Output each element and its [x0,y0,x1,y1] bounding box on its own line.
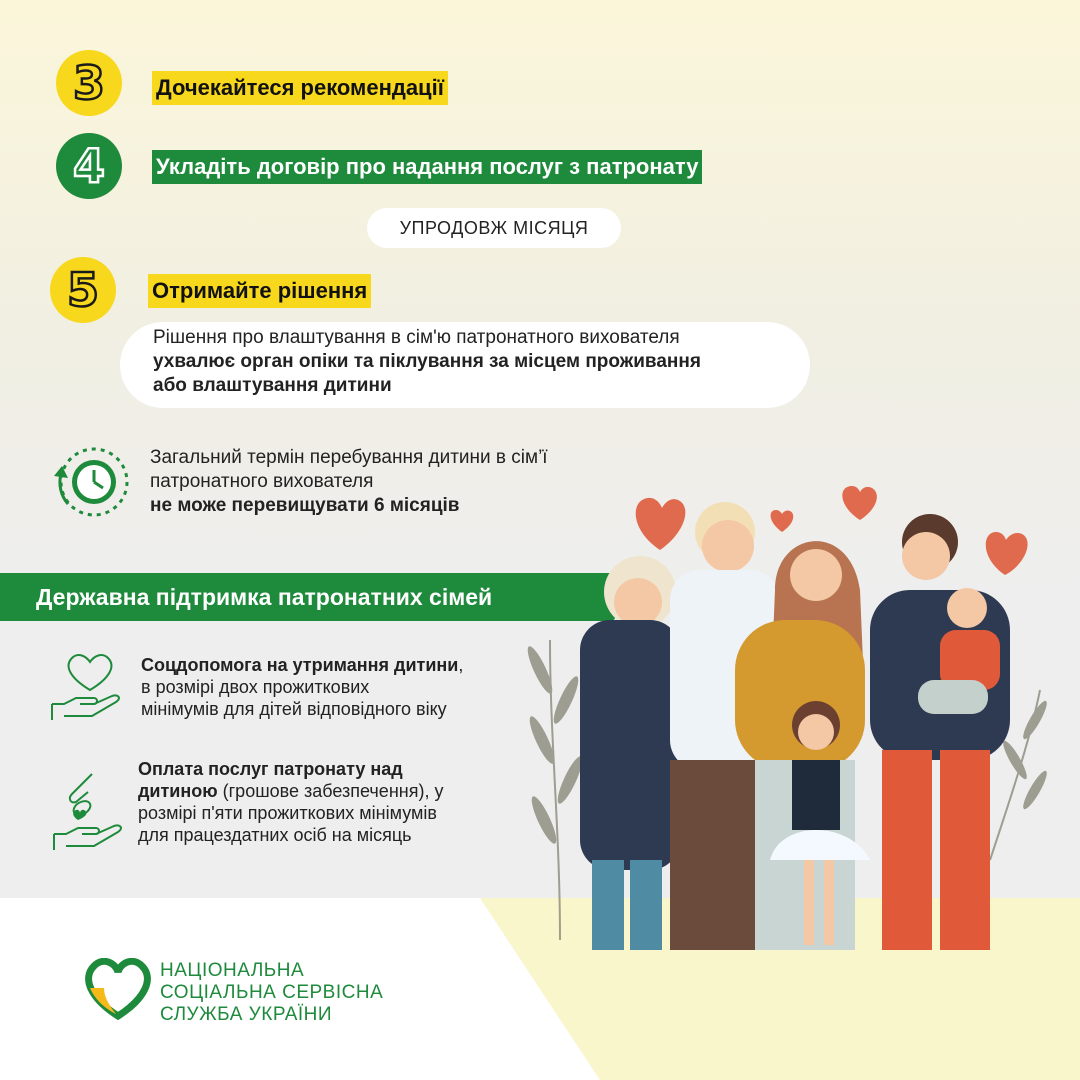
step-3-title: Дочекайтеся рекомендації [152,71,448,105]
term-text: Загальний термін перебування дитини в сім’ї патронатного вихователя не може перевищувати 6 місяців [150,447,548,516]
step-4-badge: 4 [56,133,122,199]
support-item-2: Оплата послуг патронату над дитиною (грошове забезпечення), у розмірі п'яти прожиткових мінімумів для працездатних осіб на місяць [138,759,444,845]
step-4-title: Укладіть договір про надання послуг з патронату [152,150,702,184]
father-figure [870,514,1010,950]
grandma-figure [580,556,680,950]
logo-heart-icon [82,958,154,1020]
step-3-badge: 3 [56,50,122,116]
family-illustration [520,480,1080,980]
clock-cycle-icon [48,442,134,522]
leaf-branch-left [524,640,587,940]
organization-logo-text: НАЦІОНАЛЬНА СОЦІАЛЬНА СЕРВІСНА СЛУЖБА УКРАЇНИ [160,960,384,1025]
step-5-badge: 5 [50,257,116,323]
period-badge: УПРОДОВЖ МІСЯЦЯ [367,208,621,248]
support-banner: Державна підтримка патронатних сімей [0,573,613,621]
coin-hand-icon [52,768,132,852]
decision-text: Рішення про влаштування в сім'ю патронатного вихователя ухвалює орган опіки та піклування за місцем проживання або влаштування дитини [153,327,701,396]
support-item-1: Соцдопомога на утримання дитини, в розмірі двох прожиткових мінімумів для дітей відповідного віку [141,655,464,719]
heart-hand-icon [50,650,130,722]
step-5-title: Отримайте рішення [148,274,371,308]
